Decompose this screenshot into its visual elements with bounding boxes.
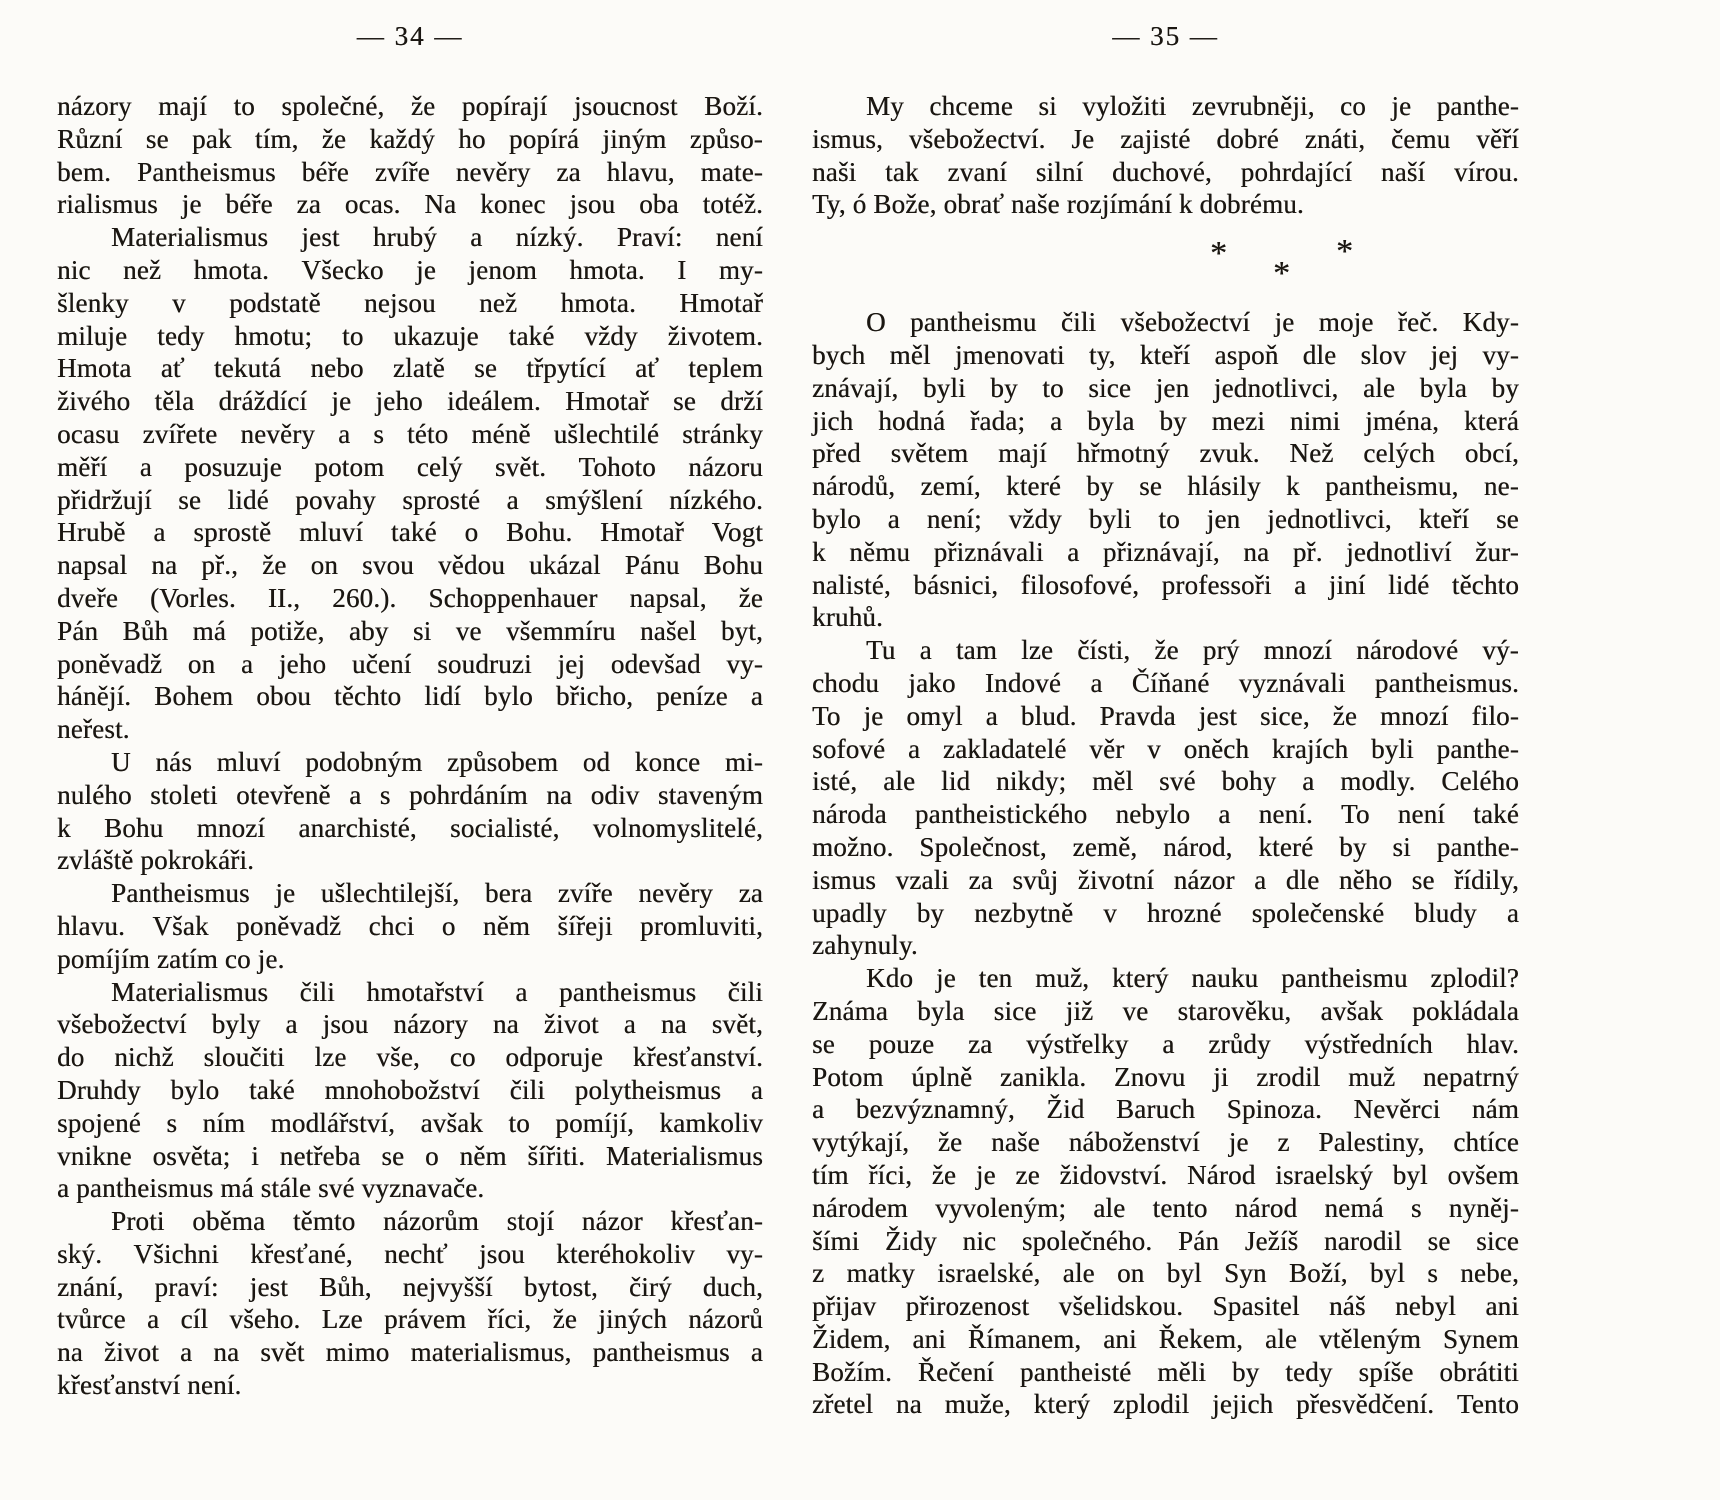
text-line: šími Židy nic společného. Pán Ježíš narodil se sice bbox=[812, 1225, 1519, 1256]
page-number: — 34 — bbox=[356, 21, 464, 51]
text-line: chodu jako Indové a Číňané vyznávali pantheismus. bbox=[812, 667, 1519, 698]
text-line: znání, praví: jest Bůh, nejvyšší bytost, čirý duch, bbox=[57, 1271, 763, 1302]
text-line: přidržují se lidé povahy sprosté a smýšlení nízkého. bbox=[57, 484, 763, 515]
text-line: zvláště pokrokáři. bbox=[57, 845, 255, 876]
page-number: — 35 — bbox=[1112, 21, 1219, 51]
text-line: pomíjím zatím co je. bbox=[57, 943, 285, 974]
text-line: měří a posuzuje potom celý svět. Tohoto názoru bbox=[57, 451, 763, 482]
text-line: Kdo je ten muž, který nauku pantheismu zplodil? bbox=[866, 963, 1519, 994]
text-line: Známa byla sice již ve starověku, avšak pokládala bbox=[812, 995, 1519, 1026]
text-line: šlenky v podstatě nejsou než hmota. Hmotař bbox=[57, 287, 763, 318]
text-line: národem vyvoleným; ale tento národ nemá s nyněj- bbox=[812, 1192, 1519, 1223]
text-line: bych měl jmenovati ty, kteří aspoň dle slov jej vy- bbox=[812, 339, 1519, 370]
text-line: bem. Pantheismus béře zvíře nevěry za hlavu, mate- bbox=[57, 156, 763, 187]
text-line: Židem, ani Římanem, ani Řekem, ale vtěleným Synem bbox=[812, 1323, 1519, 1354]
page-text-block bbox=[57, 90, 763, 1402]
text-line: vytýkají, že naše náboženství je z Palestiny, chtíce bbox=[812, 1127, 1519, 1158]
text-line: upadly by nezbytně v hrozné společenské bludy a bbox=[812, 897, 1519, 928]
asterisk-icon: * bbox=[1273, 255, 1290, 293]
text-line: ocasu zvířete nevěry a s této méně ušlechtilé stránky bbox=[57, 418, 763, 449]
text-line: z matky israelské, ale on byl Syn Boží, byl s nebe, bbox=[812, 1258, 1519, 1289]
text-line: zřetel na muže, který zplodil jejich přesvědčení. Tento bbox=[812, 1389, 1519, 1420]
asterisk-divider bbox=[812, 221, 1519, 306]
text-line: Druhdy bylo také mnohobožství čili polytheismus a bbox=[57, 1074, 763, 1105]
text-line: Potom úplně zanikla. Znovu ji zrodil muž nepatrný bbox=[812, 1061, 1519, 1092]
text-line: bylo a není; vždy byli to jen jednotlivci, kteří se bbox=[812, 503, 1519, 534]
text-line: Materialismus čili hmotařství a pantheismus čili bbox=[111, 976, 763, 1007]
text-line: vnikne osvěta; i netřeba se o něm šířiti. Materialismus bbox=[57, 1140, 763, 1171]
text-line: znávají, byli by to sice jen jednotlivci, ale byla by bbox=[812, 372, 1519, 403]
text-line: Tu a tam lze čísti, že prý mnozí národové vý- bbox=[866, 635, 1519, 666]
asterisk-icon: * bbox=[1336, 233, 1353, 271]
text-line: Božím. Řečení pantheisté měli by tedy spíše obrátiti bbox=[812, 1356, 1519, 1387]
text-line: ismus, všebožectví. Je zajisté dobré znáti, čemu věří bbox=[812, 123, 1519, 154]
asterisk-icon: * bbox=[1210, 235, 1227, 273]
text-line: národa pantheistického nebylo a není. To není také bbox=[812, 799, 1519, 830]
text-line: kruhů. bbox=[812, 602, 883, 633]
text-line: nalisté, básnici, filosofové, professoři a jiní lidé těchto bbox=[812, 569, 1519, 600]
text-line: živého těla dráždící je jeho ideálem. Hmotař se drží bbox=[57, 386, 763, 417]
text-line: před světem mají hřmotný zvuk. Než celých obcí, bbox=[812, 438, 1519, 469]
text-line: národů, zemí, které by se hlásily k pantheismu, ne- bbox=[812, 471, 1519, 502]
text-line: sofové a zakladatelé věr v oněch krajích byli panthe- bbox=[812, 733, 1519, 764]
text-line: neřest. bbox=[57, 714, 130, 745]
text-line: U nás mluví podobným způsobem od konce mi- bbox=[111, 746, 763, 777]
text-line: ismus vzali za svůj životní názor a dle něho se řídily, bbox=[812, 864, 1519, 895]
text-line: Pán Bůh má potiže, aby si ve všemmíru našel byt, bbox=[57, 615, 763, 646]
text-line: rialismus je béře za ocas. Na konec jsou oba totéž. bbox=[57, 189, 763, 220]
text-line: nic než hmota. Všecko je jenom hmota. I my- bbox=[57, 254, 763, 285]
text-line: nulého stoleti otevřeně a s pohrdáním na odiv staveným bbox=[57, 779, 763, 810]
text-line: Hrubě a sprostě mluví také o Bohu. Hmotař Vogt bbox=[57, 517, 763, 548]
text-line: a pantheismus má stále své vyznavače. bbox=[57, 1173, 485, 1204]
book-page bbox=[57, 0, 763, 1402]
text-line: a bezvýznamný, Žid Baruch Spinoza. Nevěrci nám bbox=[812, 1094, 1519, 1125]
text-line: názory mají to společné, že popírají jsoucnost Boží. bbox=[57, 91, 763, 121]
text-line: hlavu. Však poněvadž chci o něm šířeji promluviti, bbox=[57, 910, 763, 941]
text-line: Pantheismus je ušlechtilejší, bera zvíře nevěry za bbox=[111, 878, 763, 909]
text-line: k němu přiznávali a přiznávají, na př. jednotliví žur- bbox=[812, 536, 1519, 567]
text-line: možno. Společnost, země, národ, které by si panthe- bbox=[812, 831, 1519, 862]
text-line: všebožectví byly a jsou názory na život a na svět, bbox=[57, 1009, 763, 1040]
text-line: ský. Všichni křesťané, nechť jsou kteréhokoliv vy- bbox=[57, 1238, 763, 1269]
text-line: napsal na př., že on svou vědou ukázal Pánu Bohu bbox=[57, 550, 763, 581]
text-line: Proti oběma těmto názorům stojí názor křesťan- bbox=[111, 1206, 763, 1237]
text-line: My chceme si vyložiti zevrubněji, co je panthe- bbox=[866, 91, 1519, 121]
text-line: naši tak zvaní silní duchové, pohrdající naší vírou. bbox=[812, 156, 1519, 187]
text-line: do nichž sloučiti lze vše, co odporuje křesťanství. bbox=[57, 1042, 763, 1073]
text-line: poněvadž on a jeho učení soudruzi jej odevšad vy- bbox=[57, 648, 763, 679]
text-line: O pantheismu čili všebožectví je moje řeč. Kdy- bbox=[866, 307, 1519, 338]
text-line: Ty, ó Bože, obrať naše rozjímání k dobrému. bbox=[812, 189, 1304, 220]
text-line: miluje tedy hmotu; to ukazuje také vždy životem. bbox=[57, 320, 763, 351]
text-line: tím říci, že je ze židovství. Národ israelský byl ovšem bbox=[812, 1159, 1519, 1190]
text-line: Různí se pak tím, že každý ho popírá jiným způso- bbox=[57, 123, 763, 154]
book-page bbox=[812, 0, 1519, 1421]
text-line: jich hodná řada; a byla by mezi nimi jména, která bbox=[812, 405, 1519, 436]
text-line: na život a na svět mimo materialismus, pantheismus a bbox=[57, 1337, 763, 1368]
text-line: Materialismus jest hrubý a nízký. Praví: není bbox=[111, 222, 763, 253]
text-line: To je omyl a blud. Pravda jest sice, že mnozí filo- bbox=[812, 700, 1519, 731]
text-line: hánějí. Bohem obou těchto lidí bylo břicho, peníze a bbox=[57, 681, 763, 712]
text-line: spojené s ním modlářství, avšak to pomíjí, kamkoliv bbox=[57, 1107, 763, 1138]
text-line: křesťanství není. bbox=[57, 1370, 242, 1401]
text-line: přijav přirozenost všelidskou. Spasitel náš nebyl ani bbox=[812, 1291, 1519, 1322]
text-line: se pouze za výstřelky a zrůdy výstředních hlav. bbox=[812, 1028, 1519, 1059]
text-line: k Bohu mnozí anarchisté, socialisté, volnomyslitelé, bbox=[57, 812, 763, 843]
page-text-block bbox=[812, 90, 1519, 1421]
text-line: dveře (Vorles. II., 260.). Schoppenhauer napsal, že bbox=[57, 582, 763, 613]
text-line: Hmota ať tekutá nebo zlatě se třpytící ať teplem bbox=[57, 353, 763, 384]
text-line: zahynuly. bbox=[812, 930, 918, 961]
text-line: isté, ale lid nikdy; měl své bohy a modly. Celého bbox=[812, 766, 1519, 797]
text-line: tvůrce a cíl všeho. Lze právem říci, že jiných názorů bbox=[57, 1304, 763, 1335]
